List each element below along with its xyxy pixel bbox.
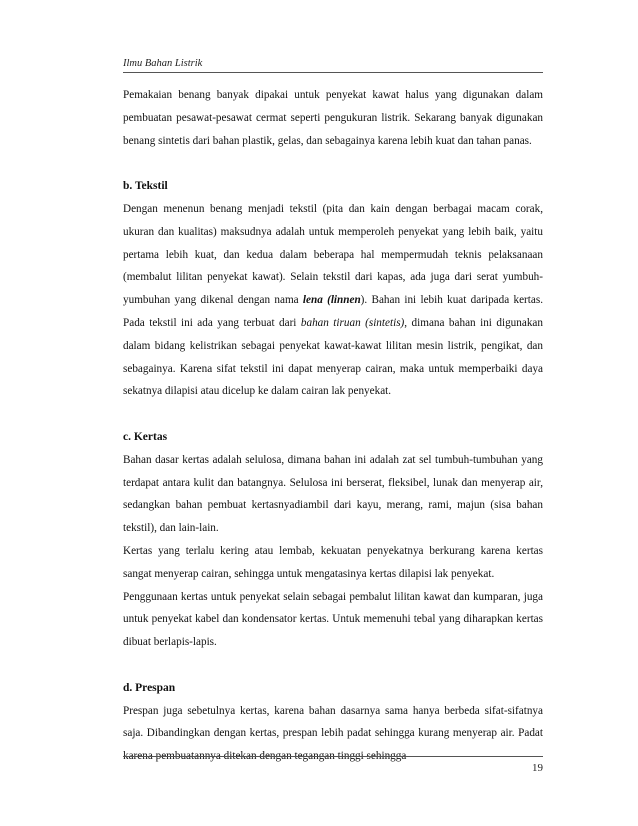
footer-divider bbox=[123, 756, 543, 757]
section-spacer bbox=[123, 403, 543, 426]
running-header: Ilmu Bahan Listrik bbox=[123, 58, 203, 69]
section-spacer bbox=[123, 152, 543, 175]
kertas-paragraph-2: Kertas yang terlalu kering atau lembab, kekuatan penyekatnya berkurang karena kertas sangat menyerap cairan, sehingga untuk mengatasinya kertas dilapisi lak penyekat. bbox=[123, 544, 543, 580]
intro-paragraph: Pemakaian benang banyak dipakai untuk penyekat kawat halus yang digunakan dalam pembuatan pesawat-pesawat cermat seperti pengukuran listrik. Sekarang banyak digunakan benang sintetis dari bahan plastik, gelas, dan sebagainya karena lebih kuat dan tahan panas. bbox=[123, 89, 543, 147]
tekstil-text-part2: ). Bahan ini lebih kuat daripada kertas. Pada tekstil ini ada yang terbuat dari bbox=[123, 294, 543, 329]
section-heading-prespan: d. Prespan bbox=[123, 681, 176, 694]
section-spacer bbox=[123, 654, 543, 677]
tekstil-text-part3: , dimana bahan ini digunakan dalam bidang kelistrikan sebagai penyekat kawat-kawat lilitan mesin listrik, pengikat, dan sebagainya. Karena sifat tekstil ini dapat menyerap cairan, maka untuk memperbaiki daya sekatnya dilapisi atau dicelup ke dalam cairan lak penyekat. bbox=[123, 316, 543, 398]
kertas-paragraph-1: Bahan dasar kertas adalah selulosa, dimana bahan ini adalah zat sel tumbuh-tumbuhan yang terdapat antara kulit dan batangnya. Selulosa ini berserat, fleksibel, lunak dan menyerap air, sedangkan bahan pembuat kertasnyadiambil dari kayu, merang, rami, majun (sisa bahan tekstil), dan lain-lain. bbox=[123, 453, 543, 535]
tekstil-text-part1: Dengan menenun benang menjadi tekstil (pita dan kain dengan berbagai macam corak, ukuran dan kualitas) maksudnya adalah untuk memperoleh penyekat yang lebih baik, yaitu pertama lebih kuat, dan kedua dalam beberapa hal mempermudah teknis pelaksanaan (membalut lilitan penyekat kawat). Selain tekstil dari kapas, ada juga dari serat yumbuh-yumbuhan yang dikenal dengan nama bbox=[123, 202, 543, 307]
section-heading-kertas: c. Kertas bbox=[123, 430, 168, 443]
header-divider bbox=[123, 72, 543, 73]
term-sintetis: bahan tiruan (sintetis) bbox=[300, 316, 405, 329]
tekstil-paragraph bbox=[123, 198, 543, 403]
kertas-paragraph-3: Penggunaan kertas untuk penyekat selain sebagai pembalut lilitan kawat dan kumparan, juga untuk penyekat kabel dan kondensator kertas. Untuk memenuhi tebal yang diharapkan kertas dibuat berlapis-lapis. bbox=[123, 590, 543, 649]
section-heading-tekstil: b. Tekstil bbox=[123, 180, 168, 193]
page-body bbox=[123, 84, 543, 768]
term-lena: lena (linnen bbox=[302, 294, 361, 307]
page-number: 19 bbox=[532, 762, 543, 774]
prespan-paragraph: Prespan juga sebetulnya kertas, karena bahan dasarnya sama hanya berbeda sifat-sifatnya saja. Dibandingkan dengan kertas, prespan lebih padat sehingga kurang menyerap air. Padat karena pembuatannya ditekan dengan tegangan tinggi sehingga bbox=[123, 704, 543, 763]
